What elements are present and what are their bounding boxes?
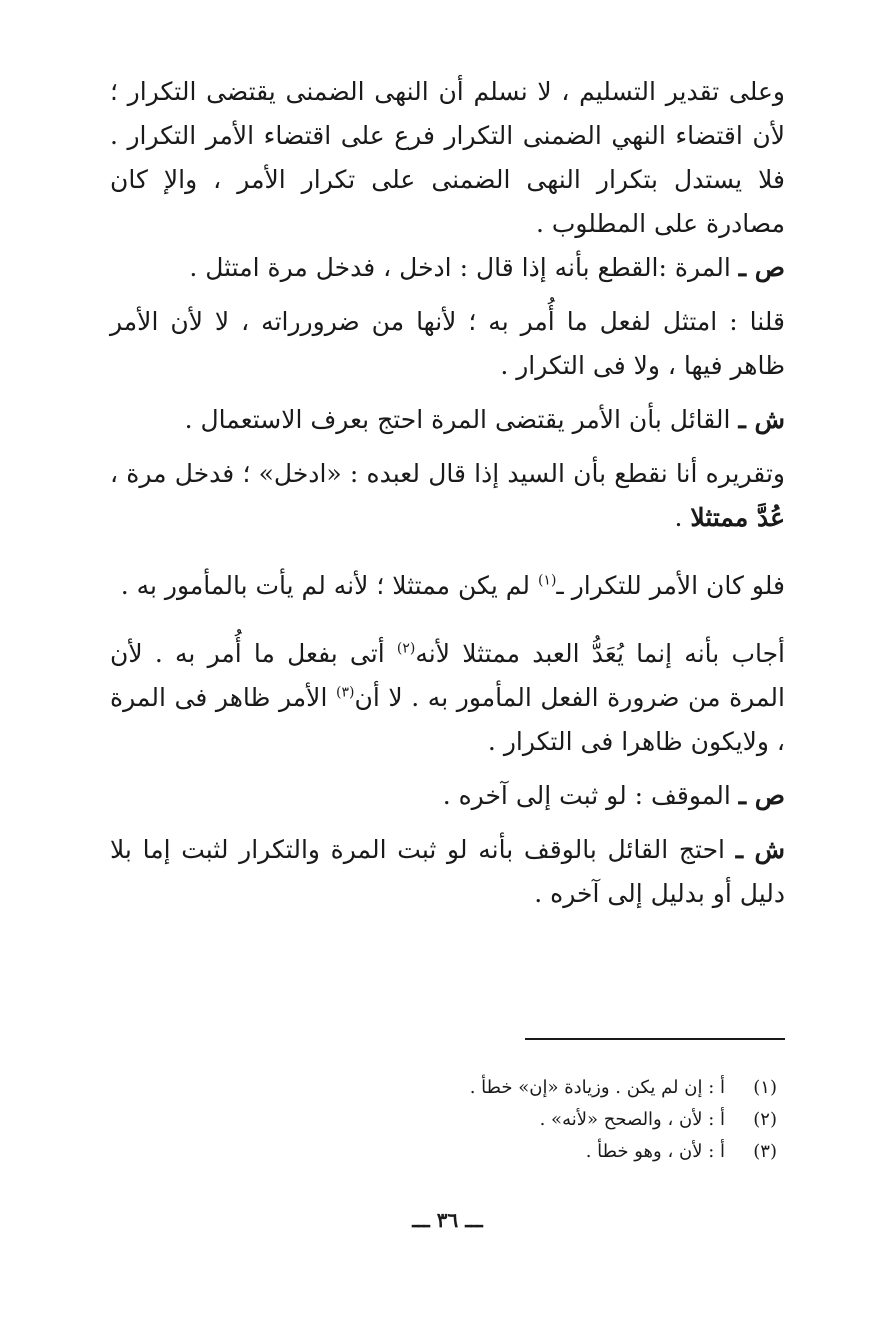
paragraph-6-text-a: فلو كان الأمر للتكرار ـ [556, 571, 785, 600]
paragraph-7-text-a: أجاب بأنه إنما يُعَدُّ العبد ممتثلا لأنه [415, 639, 785, 668]
paragraph-9 [110, 828, 785, 916]
footnote-number: (٣) [753, 1141, 777, 1162]
paragraph-2 [110, 246, 785, 290]
paragraph-5-text-b: . [674, 503, 691, 532]
footnotes [117, 1072, 777, 1168]
footnote-ref-3[interactable]: (٣) [336, 684, 355, 701]
paragraph-7-text-b: أتى بفعل ما أُمر به . لأن المرة من ضرورة الفعل المأمور به . لا أن [110, 639, 785, 712]
paragraph-6-text-b: لم يكن ممتثلا ؛ لأنه لم يأت بالمأمور به . [120, 571, 538, 600]
page-body [110, 70, 785, 1270]
section-label-shin: ش ـ [738, 405, 785, 434]
paragraph-6 [110, 564, 785, 608]
paragraph-4 [110, 398, 785, 442]
paragraph-5-text-a: وتقريره أنا نقطع بأن السيد إذا قال لعبده : «ادخل» ؛ فدخل مرة ، [110, 459, 785, 488]
paragraph-8-text: الموقف : لو ثبت إلى آخره . [442, 781, 731, 810]
paragraph-7 [110, 632, 785, 764]
paragraph-5 [110, 452, 785, 540]
footnote-item [117, 1136, 777, 1168]
footnote-number: (١) [753, 1077, 777, 1098]
footnote-text: أ : إن لم يكن . وزيادة «إن» خطأ . [469, 1077, 725, 1098]
paragraph-5-bold: عُدَّ ممتثلا [690, 503, 785, 532]
footnote-separator [525, 1038, 785, 1040]
paragraph-3: قلنا : امتثل لفعل ما أُمر به ؛ لأنها من ضرورراته ، لا لأن الأمر ظاهر فيها ، ولا فى التكرار . [110, 307, 785, 380]
footnote-item [117, 1104, 777, 1136]
paragraph-4-text: القائل بأن الأمر يقتضى المرة احتج بعرف الاستعمال . [184, 405, 731, 434]
footnote-item [117, 1072, 777, 1104]
footnote-ref-1[interactable]: (١) [537, 572, 557, 589]
paragraph-2-text: المرة :القطع بأنه إذا قال : ادخل ، فدخل مرة امتثل . [189, 253, 731, 282]
section-label-sad-2: ص ـ [738, 781, 785, 810]
footnote-text: أ : لأن ، والصحح «لأنه» . [539, 1109, 725, 1130]
page-number: ـــ ٣٦ ـــ [412, 1208, 483, 1232]
footnote-ref-2[interactable]: (٢) [396, 640, 416, 657]
paragraph-9-text: احتج القائل بالوقف بأنه لو ثبت المرة والتكرار لثبت إما بلا دليل أو بدليل إلى آخره . [110, 835, 785, 908]
section-label-sad: ص ـ [738, 253, 785, 282]
paragraph-1: وعلى تقدير التسليم ، لا نسلم أن النهى الضمنى يقتضى التكرار ؛ لأن اقتضاء النهي الضمنى التكرار فرع على اقتضاء الأمر التكرار . فلا يستدل بتكرار النهى الضمنى على تكرار الأمر ، والإ كان مصادرة على المطلوب . [110, 77, 785, 238]
section-label-shin-2: ش ـ [735, 835, 785, 864]
paragraph-7-text-c: الأمر ظاهر فى المرة ، ولايكون ظاهرا فى التكرار . [110, 683, 785, 756]
paragraph-8 [110, 774, 785, 818]
footnote-number: (٢) [753, 1109, 777, 1130]
footnote-text: أ : لأن ، وهو خطأ . [585, 1141, 725, 1162]
